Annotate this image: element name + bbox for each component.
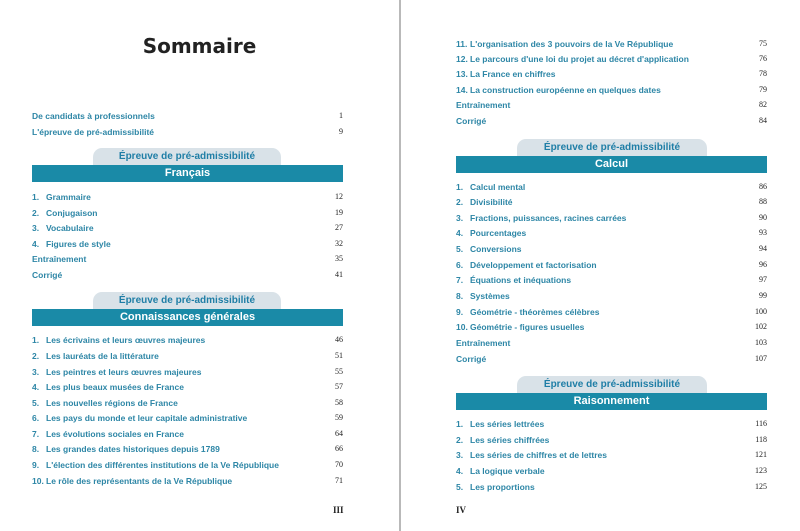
entry-number: 3. <box>456 450 464 460</box>
entry-label: Calcul mental <box>470 182 526 192</box>
entry-page: 51 <box>335 351 343 360</box>
entry-page: 90 <box>759 213 767 222</box>
entry-page: 70 <box>335 460 343 469</box>
entry-number: 2. <box>32 208 40 218</box>
entry-page: 99 <box>759 291 767 300</box>
entry-page: 100 <box>755 307 767 316</box>
entry-label: L'organisation des 3 pouvoirs de la Ve République <box>470 39 674 49</box>
section-heading: Calcul <box>456 156 767 173</box>
section-tab: Épreuve de pré-admissibilité <box>93 148 281 166</box>
toc-entry[interactable] <box>456 195 767 209</box>
toc-entry[interactable] <box>456 464 767 478</box>
toc-entry[interactable] <box>32 474 343 488</box>
page-title: Sommaire <box>142 34 257 58</box>
toc-entry[interactable] <box>32 411 343 425</box>
entry-page: 19 <box>335 208 343 217</box>
toc-entry[interactable] <box>32 427 343 441</box>
entry-page: 71 <box>335 476 343 485</box>
entry-number: 10. <box>32 476 44 486</box>
entry-page: 27 <box>335 223 343 232</box>
entry-label: Corrigé <box>456 116 487 126</box>
entry-label: Équations et inéquations <box>470 275 572 285</box>
entry-number: 2. <box>456 435 464 445</box>
entry-label: Corrigé <box>456 354 487 364</box>
entry-label: Les lauréats de la littérature <box>46 351 159 361</box>
toc-entry[interactable] <box>32 237 343 251</box>
section-tab: Épreuve de pré-admissibilité <box>517 139 707 157</box>
toc-entry[interactable] <box>456 336 767 350</box>
entry-page: 58 <box>335 398 343 407</box>
left-page <box>0 0 399 531</box>
entry-number: 11. <box>456 39 468 49</box>
toc-entry[interactable] <box>456 417 767 431</box>
entry-page: 97 <box>759 275 767 284</box>
entry-page: 57 <box>335 382 343 391</box>
entry-label: Les pays du monde et leur capitale administrative <box>46 413 248 423</box>
entry-label: Les peintres et leurs œuvres majeures <box>46 367 202 377</box>
entry-page: 107 <box>755 354 767 363</box>
entry-number: 2. <box>456 197 464 207</box>
toc-entry[interactable] <box>456 211 767 225</box>
entry-label: Entraînement <box>456 338 511 348</box>
entry-number: 3. <box>456 213 464 223</box>
entry-number: 8. <box>32 444 40 454</box>
entry-page: 86 <box>759 182 767 191</box>
entry-page: 93 <box>759 228 767 237</box>
entry-page: 118 <box>755 435 767 444</box>
entry-label: La France en chiffres <box>470 69 556 79</box>
toc-entry[interactable] <box>456 67 767 81</box>
entry-page: 125 <box>755 482 767 491</box>
section-tab: Épreuve de pré-admissibilité <box>517 376 707 394</box>
entry-page: 35 <box>335 254 343 263</box>
toc-entry[interactable] <box>456 273 767 287</box>
toc-entry[interactable] <box>32 442 343 456</box>
toc-entry[interactable] <box>456 433 767 447</box>
page-folio: IV <box>456 505 467 515</box>
entry-label: Entraînement <box>32 254 87 264</box>
entry-number: 14. <box>456 85 468 95</box>
toc-entry[interactable] <box>32 109 343 123</box>
entry-label: Conjugaison <box>46 208 98 218</box>
entry-number: 4. <box>456 228 464 238</box>
entry-label: La logique verbale <box>470 466 545 476</box>
toc-entry[interactable] <box>32 349 343 363</box>
entry-label: Géométrie - théorèmes célèbres <box>470 307 600 317</box>
toc-entry[interactable] <box>456 37 767 51</box>
right-page <box>401 0 800 531</box>
toc-entry[interactable] <box>456 352 767 366</box>
entry-page: 76 <box>759 54 767 63</box>
entry-page: 59 <box>335 413 343 422</box>
entry-number: 8. <box>456 291 464 301</box>
entry-number: 5. <box>456 482 464 492</box>
entry-label: Développement et factorisation <box>470 260 597 270</box>
entry-label: Systèmes <box>470 291 510 301</box>
section-heading: Raisonnement <box>456 393 767 410</box>
entry-number: 1. <box>456 182 464 192</box>
entry-number: 3. <box>32 223 40 233</box>
entry-page: 102 <box>755 322 767 331</box>
entry-number: 6. <box>32 413 40 423</box>
entry-number: 3. <box>32 367 40 377</box>
entry-page: 1 <box>339 111 343 120</box>
toc-entry[interactable] <box>32 396 343 410</box>
entry-label: Vocabulaire <box>46 223 94 233</box>
entry-page: 94 <box>759 244 767 253</box>
toc-entry[interactable] <box>32 458 343 472</box>
entry-number: 1. <box>32 192 40 202</box>
entry-page: 9 <box>339 127 343 136</box>
page-folio: III <box>333 505 344 515</box>
toc-entry[interactable] <box>456 114 767 128</box>
entry-page: 116 <box>755 419 767 428</box>
toc-entry[interactable] <box>456 226 767 240</box>
toc-entry[interactable] <box>32 252 343 266</box>
toc-entry[interactable] <box>456 98 767 112</box>
entry-page: 12 <box>335 192 343 201</box>
entry-number: 2. <box>32 351 40 361</box>
entry-label: Grammaire <box>46 192 91 202</box>
entry-page: 55 <box>335 367 343 376</box>
entry-label: Les séries chiffrées <box>470 435 550 445</box>
entry-number: 5. <box>456 244 464 254</box>
toc-entry[interactable] <box>456 52 767 66</box>
entry-label: Les séries lettrées <box>470 419 545 429</box>
entry-number: 7. <box>32 429 40 439</box>
entry-page: 79 <box>759 85 767 94</box>
entry-label: Conversions <box>470 244 522 254</box>
section-heading: Français <box>32 165 343 182</box>
toc-entry[interactable] <box>32 380 343 394</box>
entry-label: Fractions, puissances, racines carrées <box>470 213 627 223</box>
toc-entry[interactable] <box>32 190 343 204</box>
toc-entry[interactable] <box>456 289 767 303</box>
entry-number: 10. <box>456 322 468 332</box>
entry-page: 78 <box>759 69 767 78</box>
toc-entry[interactable] <box>456 83 767 97</box>
entry-number: 1. <box>32 335 40 345</box>
entry-number: 4. <box>32 239 40 249</box>
section-heading: Connaissances générales <box>32 309 343 326</box>
entry-label: La construction européenne en quelques dates <box>470 85 661 95</box>
entry-label: Les nouvelles régions de France <box>46 398 178 408</box>
toc-entry[interactable] <box>32 221 343 235</box>
entry-number: 4. <box>32 382 40 392</box>
entry-number: 9. <box>456 307 464 317</box>
entry-label: Le parcours d'une loi du projet au décret d'application <box>470 54 689 64</box>
entry-number: 4. <box>456 466 464 476</box>
entry-label: Les écrivains et leurs œuvres majeures <box>46 335 206 345</box>
entry-page: 84 <box>759 116 767 125</box>
toc-entry[interactable] <box>32 206 343 220</box>
toc-entry[interactable] <box>456 448 767 462</box>
toc-entry[interactable] <box>456 180 767 194</box>
entry-number: 1. <box>456 419 464 429</box>
toc-entry[interactable] <box>32 268 343 282</box>
toc-entry[interactable] <box>456 242 767 256</box>
section-tab: Épreuve de pré-admissibilité <box>93 292 281 310</box>
entry-number: 5. <box>32 398 40 408</box>
entry-page: 96 <box>759 260 767 269</box>
entry-label: Corrigé <box>32 270 63 280</box>
entry-label: Divisibilité <box>470 197 513 207</box>
entry-page: 66 <box>335 444 343 453</box>
entry-label: Pourcentages <box>470 228 527 238</box>
entry-label: Géométrie - figures usuelles <box>470 322 585 332</box>
toc-entry[interactable] <box>32 365 343 379</box>
entry-page: 46 <box>335 335 343 344</box>
entry-number: 6. <box>456 260 464 270</box>
toc-entry[interactable] <box>456 305 767 319</box>
toc-entry[interactable] <box>456 480 767 494</box>
entry-page: 64 <box>335 429 343 438</box>
entry-number: 13. <box>456 69 468 79</box>
entry-label: Les grandes dates historiques depuis 1789 <box>46 444 220 454</box>
entry-page: 82 <box>759 100 767 109</box>
entry-label: L'élection des différentes institutions de la Ve République <box>46 460 279 470</box>
entry-page: 75 <box>759 39 767 48</box>
entry-page: 88 <box>759 197 767 206</box>
entry-page: 123 <box>755 466 767 475</box>
toc-entry[interactable] <box>456 258 767 272</box>
entry-number: 9. <box>32 460 40 470</box>
toc-entry[interactable] <box>32 125 343 139</box>
entry-page: 103 <box>755 338 767 347</box>
entry-label: Entraînement <box>456 100 511 110</box>
entry-label: Les séries de chiffres et de lettres <box>470 450 608 460</box>
entry-page: 32 <box>335 239 343 248</box>
entry-label: Les proportions <box>470 482 535 492</box>
entry-page: 41 <box>335 270 343 279</box>
entry-number: 12. <box>456 54 468 64</box>
entry-label: Figures de style <box>46 239 111 249</box>
entry-label: Le rôle des représentants de la Ve République <box>46 476 233 486</box>
entry-label: L'épreuve de pré-admissibilité <box>32 127 155 137</box>
entry-label: Les évolutions sociales en France <box>46 429 184 439</box>
entry-page: 121 <box>755 450 767 459</box>
toc-entry[interactable] <box>456 320 767 334</box>
entry-label: De candidats à professionnels <box>32 111 155 121</box>
toc-entry[interactable] <box>32 333 343 347</box>
entry-number: 7. <box>456 275 464 285</box>
entry-label: Les plus beaux musées de France <box>46 382 184 392</box>
